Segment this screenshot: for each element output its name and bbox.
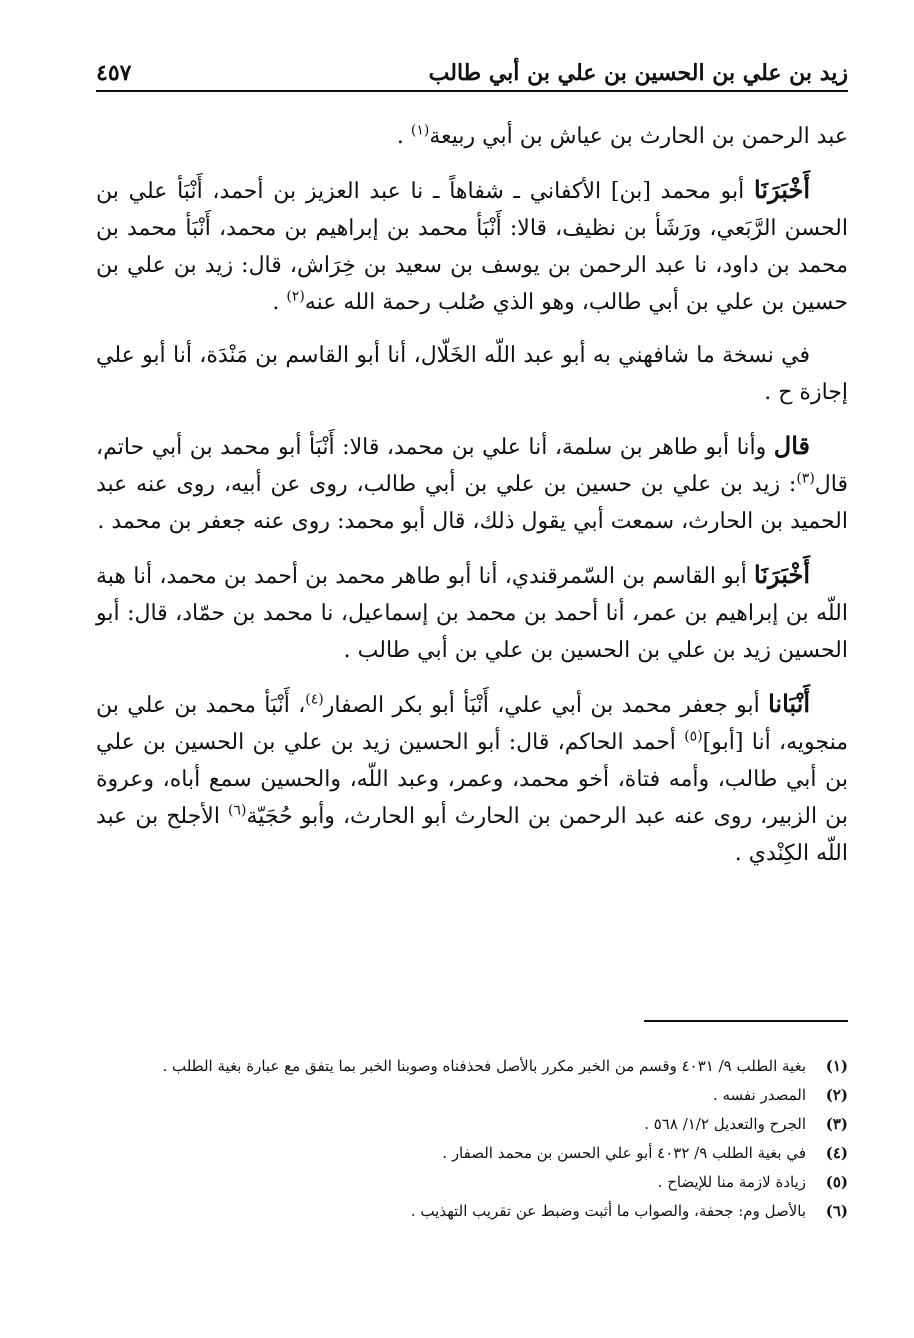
paragraph: أَخْبَرَنَا أبو القاسم بن السّمرقندي، أنا أبو طاهر محمد بن أحمد بن محمد، أنا هبة اللّه بن إبراهيم بن عمر، أنا أحمد بن محمد بن إسماعيل، نا محمد بن حمّاد، قال: أبو الحسين زيد بن علي بن الحسين بن علي بن أبي طالب . <box>96 560 848 663</box>
footnote: (٤) في بغية الطلب ٩/ ٤٠٣٢ أبو علي الحسن بن محمد الصفار . <box>442 1144 848 1162</box>
paragraph: عبد الرحمن بن الحارث بن عياش بن أبي ربيعة$^{(١)}$ . <box>396 122 848 149</box>
paragraph: قال وأنا أبو طاهر بن سلمة، أنا علي بن محمد، قالا: أَنْبَأ أبو محمد بن أبي حاتم، قال$^{(٣)}$: زيد بن علي بن حسين بن علي بن أبي طالب، روى عن أبيه، روى عنه عبد الحميد بن الحارث، سمعت أبي يقول ذلك، قال أبو محمد: روى عنه جعفر بن محمد . <box>96 431 848 534</box>
footnote-ref: (٤) <box>305 691 324 708</box>
footnote-ref: (٥) <box>684 728 703 745</box>
footnote-ref: (١) <box>410 122 430 139</box>
isnad-lead: قال <box>773 431 810 460</box>
footnote: (٣) الجرح والتعديل ١/٢/ ٥٦٨ . <box>644 1115 848 1133</box>
footnote-ref: (٦) <box>227 802 247 819</box>
page-header <box>96 50 848 92</box>
running-title: زيد بن علي بن الحسين بن علي بن أبي طالب <box>428 59 848 86</box>
footnote-divider <box>644 1020 848 1022</box>
isnad-lead: أَنْبَانا <box>768 689 810 718</box>
footnote: (٦) بالأصل وم: جحفة، والصواب ما أثبت وضبط عن تقريب التهذيب . <box>410 1202 848 1220</box>
main-text <box>96 118 848 888</box>
page-number: ٤٥٧ <box>96 59 132 86</box>
footnote-ref: (٢) <box>286 288 305 305</box>
paragraph: في نسخة ما شافهني به أبو عبد اللّه الخَلّال، أنا أبو القاسم بن مَنْدَة، أنا أبو علي إجازة ح . <box>96 343 848 405</box>
paragraph: أَنْبَانا أبو جعفر محمد بن أبي علي، أَنْبَأ أبو بكر الصفار$^{(٤)}$، أَنْبَأ محمد بن علي بن منجويه، أنا [أبو]$^{(٥)}$ أحمد الحاكم، قال: أبو الحسين زيد بن علي بن الحسين بن علي بن أبي طالب، وأمه فتاة، أخو محمد، وعمر، وعبد اللّه، والحسين سمع أباه، وعروة بن الزبير، روى عنه عبد الرحمن بن الحارث أبو الحارث، وأبو حُجَيّة$^{(٦)}$ الأجلح بن عبد اللّه الكِنْدي . <box>96 689 848 866</box>
footnote-ref: (٣) <box>796 470 815 487</box>
footnote: (٢) المصدر نفسه . <box>712 1086 848 1104</box>
footnote: (١) بغية الطلب ٩/ ٤٠٣١ وقسم من الخبر مكرر بالأصل فحذفناه وصوبنا الخبر بما يتفق مع عبارة بغية الطلب . <box>162 1057 848 1075</box>
isnad-lead: أَخْبَرَنَا <box>754 560 810 589</box>
footnotes <box>96 1052 848 1226</box>
isnad-lead: أَخْبَرَنَا <box>754 175 810 204</box>
paragraph: أَخْبَرَنَا أبو محمد [بن] الأكفاني ـ شفاهاً ـ نا عبد العزيز بن أحمد، أَنْبَأ علي بن الحسن الرَّبَعي، ورَشَأ بن نظيف، قالا: أَنْبَأ محمد بن إبراهيم بن محمد، أَنْبَأ محمد بن محمد بن داود، نا عبد الرحمن بن يوسف بن سعيد بن خِرَاش، قال: زيد بن علي بن حسين بن علي بن أبي طالب، وهو الذي صُلب رحمة الله عنه$^{(٢)}$ . <box>96 175 848 315</box>
footnote: (٥) زيادة لازمة منا للإيضاح . <box>657 1173 848 1191</box>
